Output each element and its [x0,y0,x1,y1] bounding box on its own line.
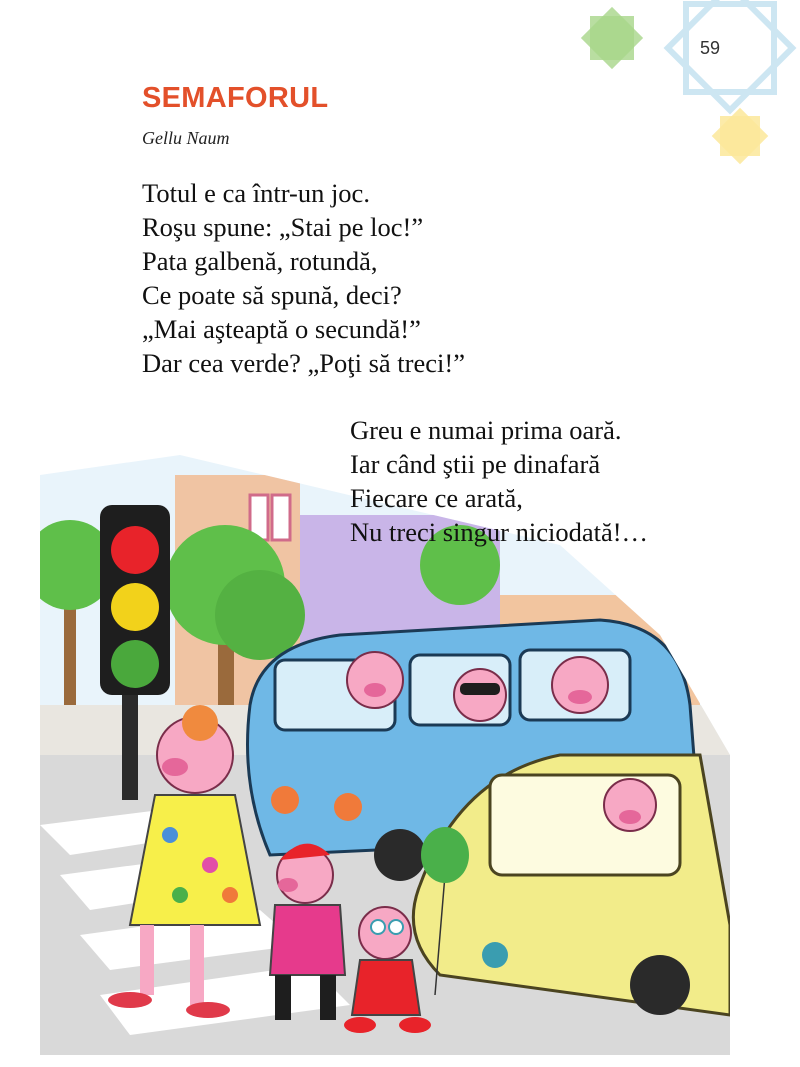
pig-backseat-face [552,657,608,713]
poem-line: Dar cea verde? „Poţi să treci!” [142,348,465,378]
poem-line: Totul e ca într-un joc. [142,178,370,208]
poem-line: Greu e numai prima oară. [350,415,622,445]
poem-line: „Mai aşteaptă o secundă!” [142,314,421,344]
poem-line: Fiecare ce arată, [350,483,523,513]
yellow-star-ornament-icon [712,108,769,165]
poem-stanza-2 [350,413,648,549]
page-number: 59 [699,38,721,58]
poem-stanza-1 [142,176,465,380]
poem-line: Iar când ştii pe dinafară [350,449,601,479]
poem-line: Roşu spune: „Stai pe loc!” [142,212,424,242]
pig-yellow-car-driver-face [604,779,656,831]
pig-passenger-face [454,669,506,721]
traffic-light-red-lamp [111,526,159,574]
poem-line: Ce poate să spună, deci? [142,280,402,310]
poem-line: Pata galbenă, rotundă, [142,246,378,276]
green-star-ornament-icon [581,7,643,69]
corner-decoration [540,0,800,190]
traffic-light-green-lamp [111,640,159,688]
outline-star-ornament-icon [668,0,792,110]
poem-line: Nu treci singur niciodată!… [350,517,649,547]
traffic-light-yellow-lamp [111,583,159,631]
poem-title: SEMAFORUL [142,82,329,114]
poem-author: Gellu Naum [142,128,230,148]
pig-driver-face [347,652,403,708]
